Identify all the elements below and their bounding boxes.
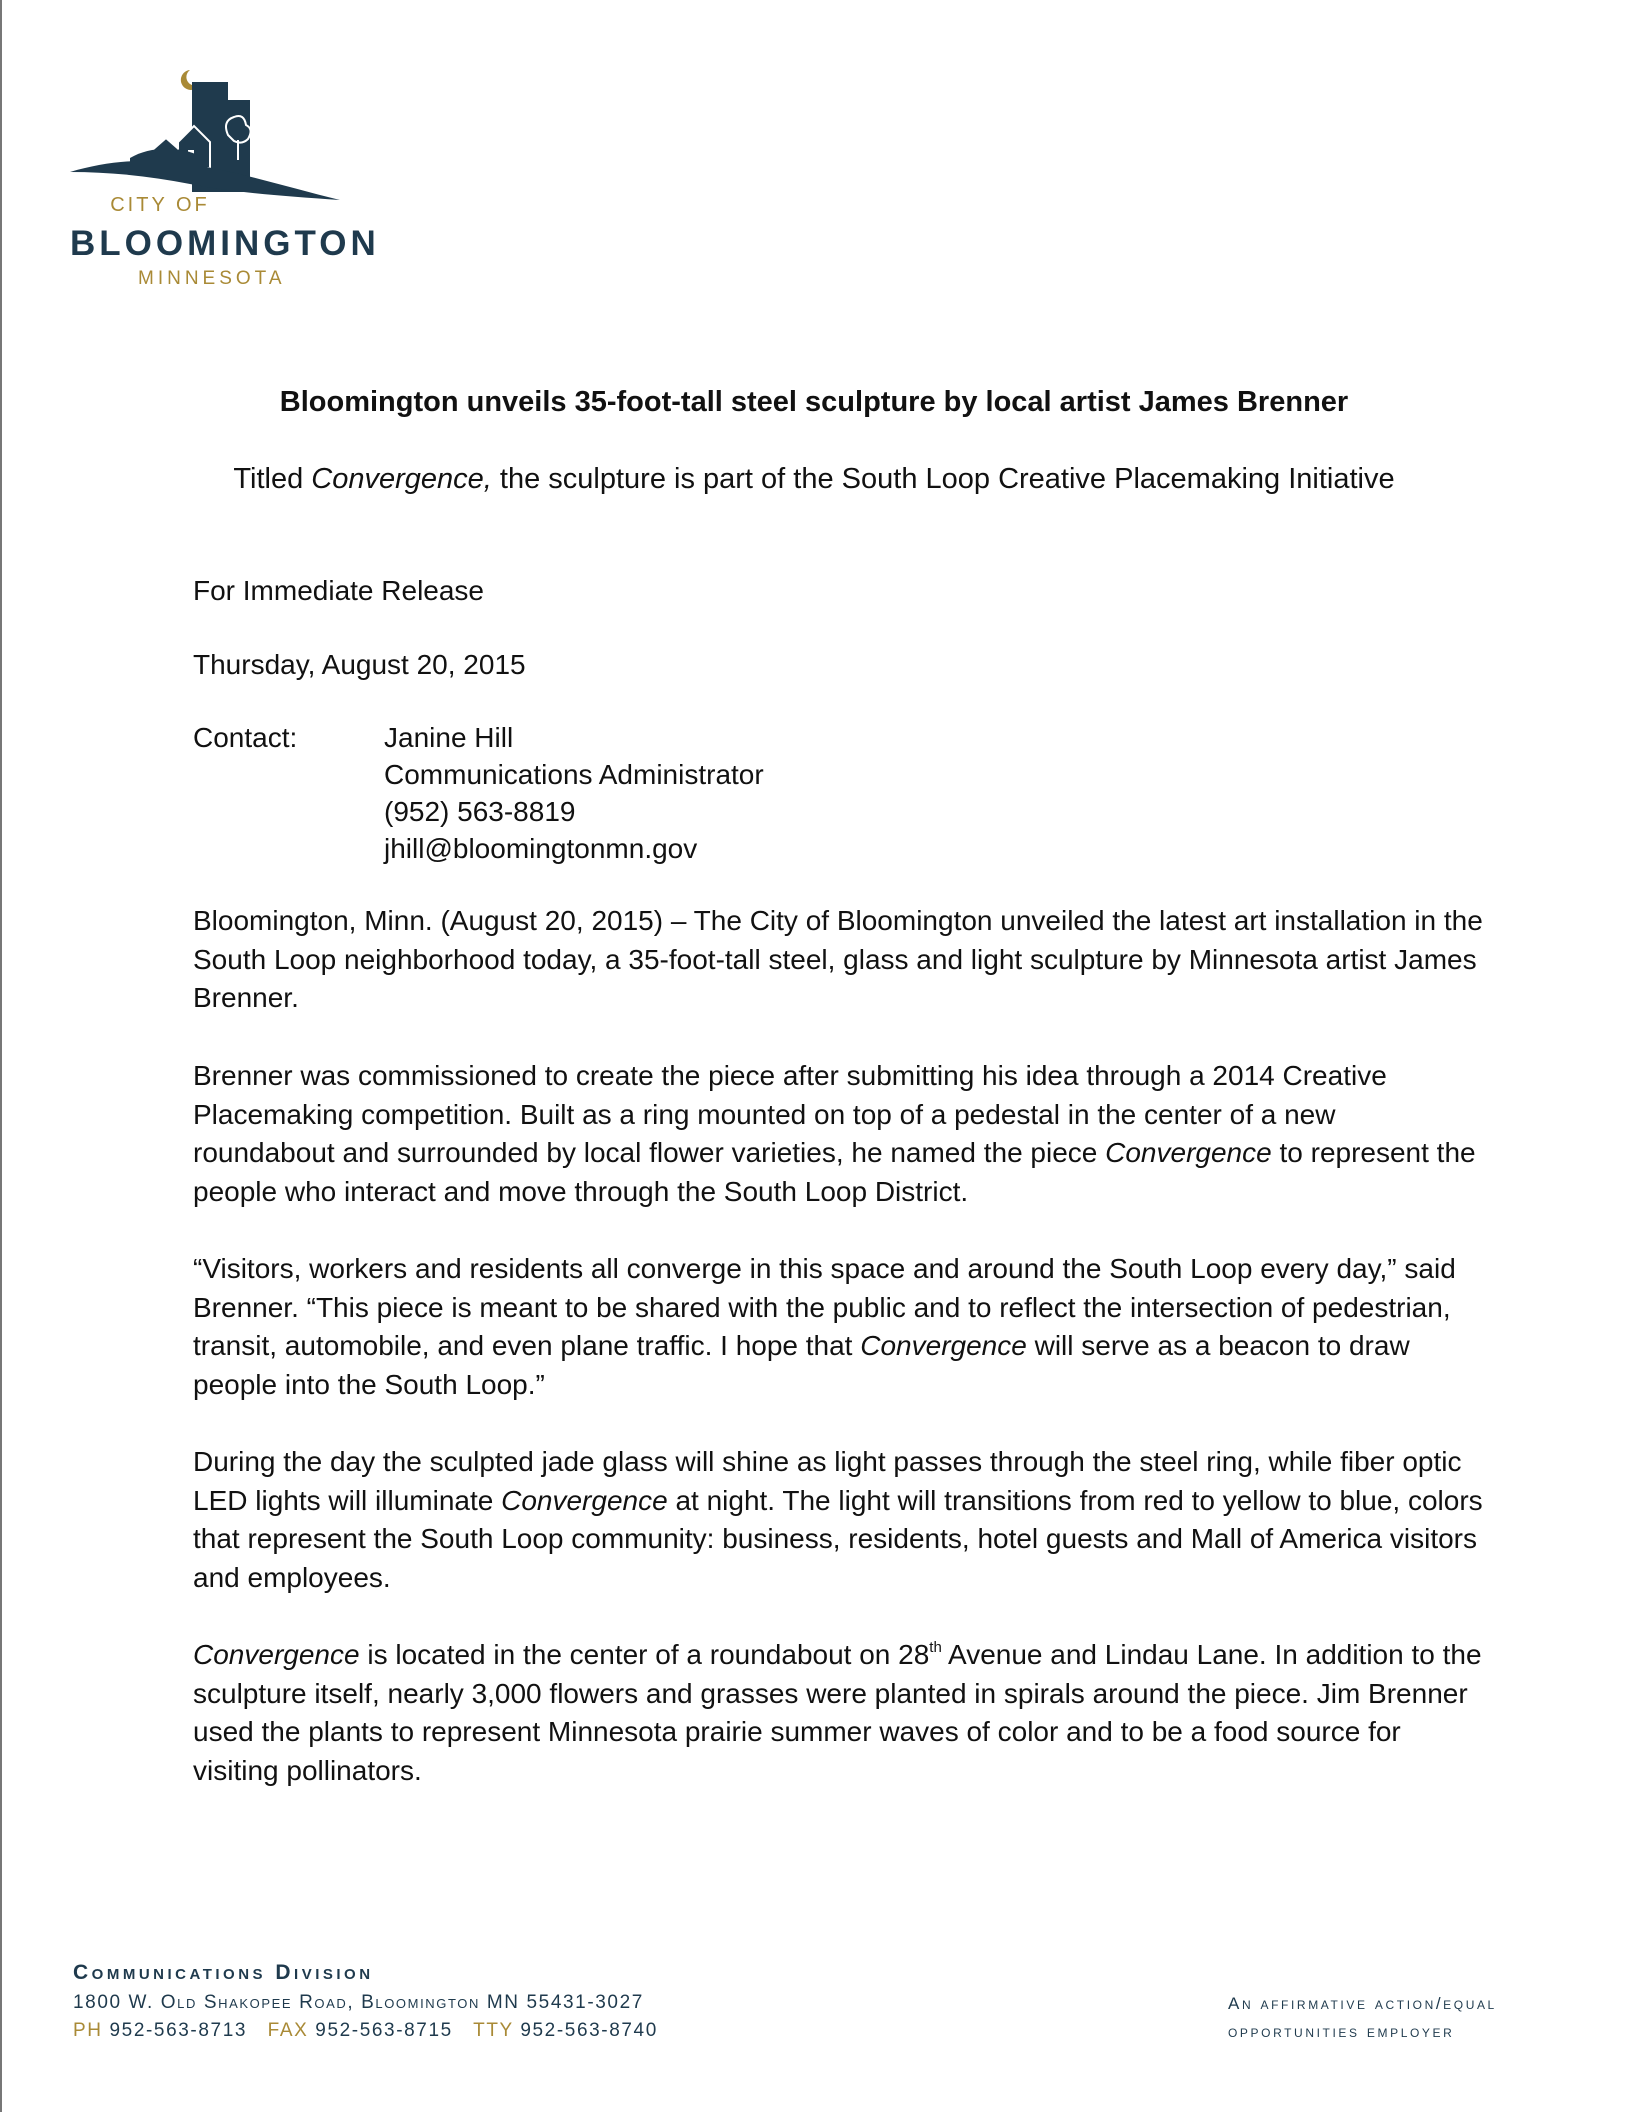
paragraph-5-text-a: is located in the center of a roundabout on 28 xyxy=(359,1639,930,1670)
paragraph-3-text-a: “Visitors, workers and residents all converge in this space and around the South Loop every day,” said Brenner. “This piece is meant to be shared with the public and to reflect the intersection of pedestrian, transit, automobile, and even plane traffic. I hope that xyxy=(193,1253,1456,1362)
paragraph-4 xyxy=(193,1443,1483,1597)
subheadline-italic: Convergence, xyxy=(311,463,492,495)
page-edge xyxy=(0,0,2,2112)
subheadline-pre: Titled xyxy=(233,463,312,495)
footer-division: Communications Division xyxy=(73,1961,374,1984)
paragraph-2 xyxy=(193,1057,1483,1211)
footer-ph: 952-563-8713 xyxy=(109,2020,248,2041)
contact-name: Janine Hill xyxy=(384,722,514,753)
footer-eo-line1: An affirmative action/equal xyxy=(1228,1994,1497,2013)
footer-tty: 952-563-8740 xyxy=(520,2020,658,2041)
logo-minnesota: MINNESOTA xyxy=(138,268,286,289)
paragraph-2-text-a: Brenner was commissioned to create the piece after submitting his idea through a 2014 Creative Placemaking competition. Built as a ring mounted on top of a pedestal in the center of a new roundabout and surrounded by local flower varieties, he named the piece xyxy=(193,1060,1387,1169)
subheadline-post: the sculpture is part of the South Loop Creative Placemaking Initiative xyxy=(491,463,1395,495)
contact-title: Communications Administrator xyxy=(384,759,764,790)
contact-phone: (952) 563-8819 xyxy=(384,796,576,827)
paragraph-5-italic: Convergence xyxy=(193,1639,360,1670)
subheadline xyxy=(200,460,1428,498)
paragraph-2-text-b: to represent the people who interact and move through the South Loop District. xyxy=(193,1137,1476,1207)
paragraph-4-text-a: During the day the sculpted jade glass will shine as light passes through the steel ring, while fiber optic LED lights will illuminate xyxy=(193,1446,1462,1516)
paragraph-3-italic: Convergence xyxy=(860,1330,1027,1362)
footer-fax: 952-563-8715 xyxy=(315,2020,453,2041)
footer-eo-line2: opportunities employer xyxy=(1228,2022,1455,2041)
paragraph-5-sup: th xyxy=(929,1639,942,1656)
paragraph-3 xyxy=(193,1250,1483,1404)
footer-address: 1800 W. Old Shakopee Road, Bloomington MN 55431-3027 xyxy=(73,1992,644,2013)
contact-block xyxy=(384,719,764,867)
logo-bloomington: BLOOMINGTON xyxy=(70,224,380,263)
paragraph-5-text-b: Avenue and Lindau Lane. In addition to the sculpture itself, nearly 3,000 flowers and grasses were planted in spirals around the piece. Jim Brenner used the plants to represent Minnesota prairie summer waves of color and to be a food source for visiting pollinators. xyxy=(193,1639,1482,1786)
footer-fax-label: FAX xyxy=(267,2020,309,2041)
contact-email[interactable]: jhill@bloomingtonmn.gov xyxy=(384,833,698,864)
release-date: Thursday, August 20, 2015 xyxy=(193,649,526,680)
paragraph-2-italic: Convergence xyxy=(1105,1137,1272,1169)
logo-city-of: CITY OF xyxy=(110,194,210,216)
paragraph-4-italic: Convergence xyxy=(501,1484,668,1516)
footer-phones xyxy=(73,2020,658,2042)
paragraph-4-text-b: at night. The light will transitions from red to yellow to blue, colors that represent the South Loop community: business, residents, hotel guests and Mall of America visitors and employees. xyxy=(193,1484,1483,1593)
footer-tty-label: TTY xyxy=(473,2020,514,2041)
city-logo xyxy=(70,60,390,310)
city-skyline-icon xyxy=(70,60,390,200)
paragraph-1: Bloomington, Minn. (August 20, 2015) – The City of Bloomington unveiled the latest art installation in the South Loop neighborhood today, a 35-foot-tall steel, glass and light sculpture by Minnesota artist James Brenner. xyxy=(193,905,1483,1014)
paragraph-3-text-b: will serve as a beacon to draw people into the South Loop.” xyxy=(193,1330,1410,1400)
headline: Bloomington unveils 35-foot-tall steel sculpture by local artist James Brenner xyxy=(279,386,1349,418)
release-line: For Immediate Release xyxy=(193,575,485,606)
contact-label: Contact: xyxy=(193,722,298,753)
footer-ph-label: PH xyxy=(73,2020,103,2041)
paragraph-5 xyxy=(193,1636,1483,1790)
